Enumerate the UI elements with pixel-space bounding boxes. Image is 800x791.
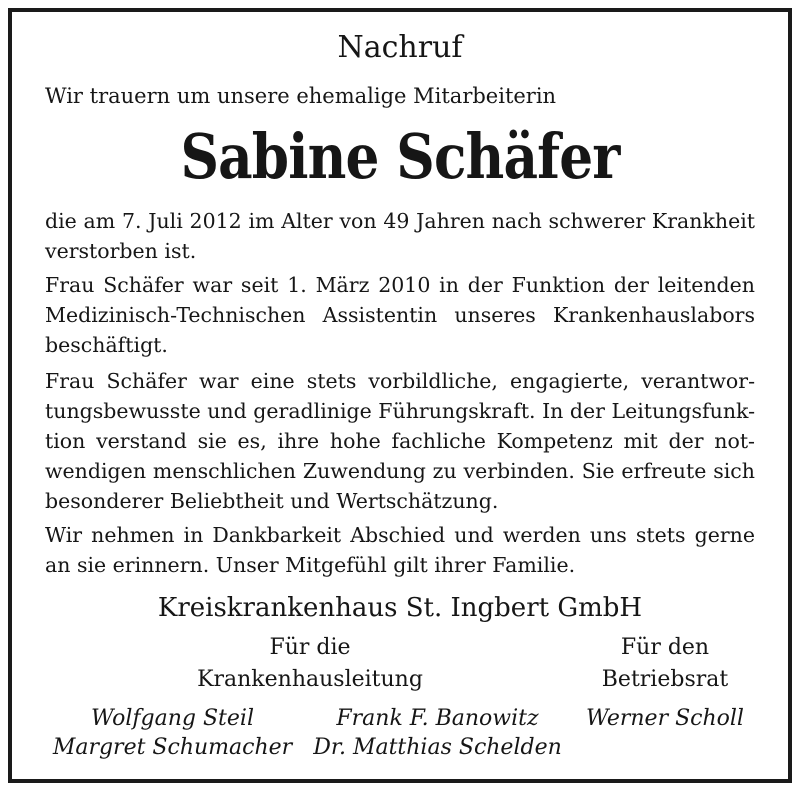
signatory-name: Dr. Matthias Schelden [313,735,562,760]
text-line: die am 7. Juli 2012 im Alter von 49 Jahren nach schwerer Krankheit [45,209,755,233]
group-label-line1: Für den [620,635,710,660]
deceased-name: Sabine Schäfer [180,120,620,193]
intro-line: Wir trauern um unsere ehemalige Mitarbeiterin [45,84,557,108]
signatures-column-1 [40,704,305,762]
text-line: beschäftigt. [45,333,168,357]
signatory-name: Wolfgang Steil [91,706,254,731]
paragraph-4 [45,520,755,580]
text-line: Medizinisch-Technischen Assistentin unseres Krankenhauslabors [45,303,755,327]
group-label-line2: Krankenhausleitung [197,667,423,692]
text-line: Frau Schäfer war seit 1. März 2010 in der Funktion der leitenden [45,273,755,297]
text-line: tungsbewusste und geradlinige Führungskraft. In der Leitungsfunk- [45,399,756,423]
signatory-name: Frank F. Banowitz [336,706,539,731]
group-label-line2: Betriebsrat [601,667,729,692]
signatory-name: Werner Scholl [586,706,744,731]
paragraph-1 [45,206,755,266]
text-line: Frau Schäfer war eine stets vorbildliche, engagierte, verantwor- [45,369,755,393]
text-line: tion verstand sie es, ihre hohe fachliche Kompetenz mit der not- [45,429,755,453]
text-line: besonderer Beliebtheit und Wertschätzung. [45,489,499,513]
group-works-council [560,632,770,696]
text-line: verstorben ist. [45,239,197,263]
signatures-column-2 [300,704,575,762]
organization-name: Kreiskrankenhaus St. Ingbert GmbH [157,593,643,623]
text-line: wendigen menschlichen Zuwendung zu verbinden. Sie erfreute sich [45,459,755,483]
group-hospital-management [160,632,460,696]
paragraph-3 [45,366,755,516]
text-line: an sie erinnern. Unser Mitgefühl gilt ihrer Familie. [45,553,576,577]
group-label-line1: Für die [269,635,351,660]
paragraph-2 [45,270,755,360]
text-line: Wir nehmen in Dankbarkeit Abschied und werden uns stets gerne [45,523,755,547]
signatures-column-3 [570,704,760,733]
notice-title: Nachruf [337,30,463,65]
signatory-name: Margret Schumacher [52,735,293,760]
